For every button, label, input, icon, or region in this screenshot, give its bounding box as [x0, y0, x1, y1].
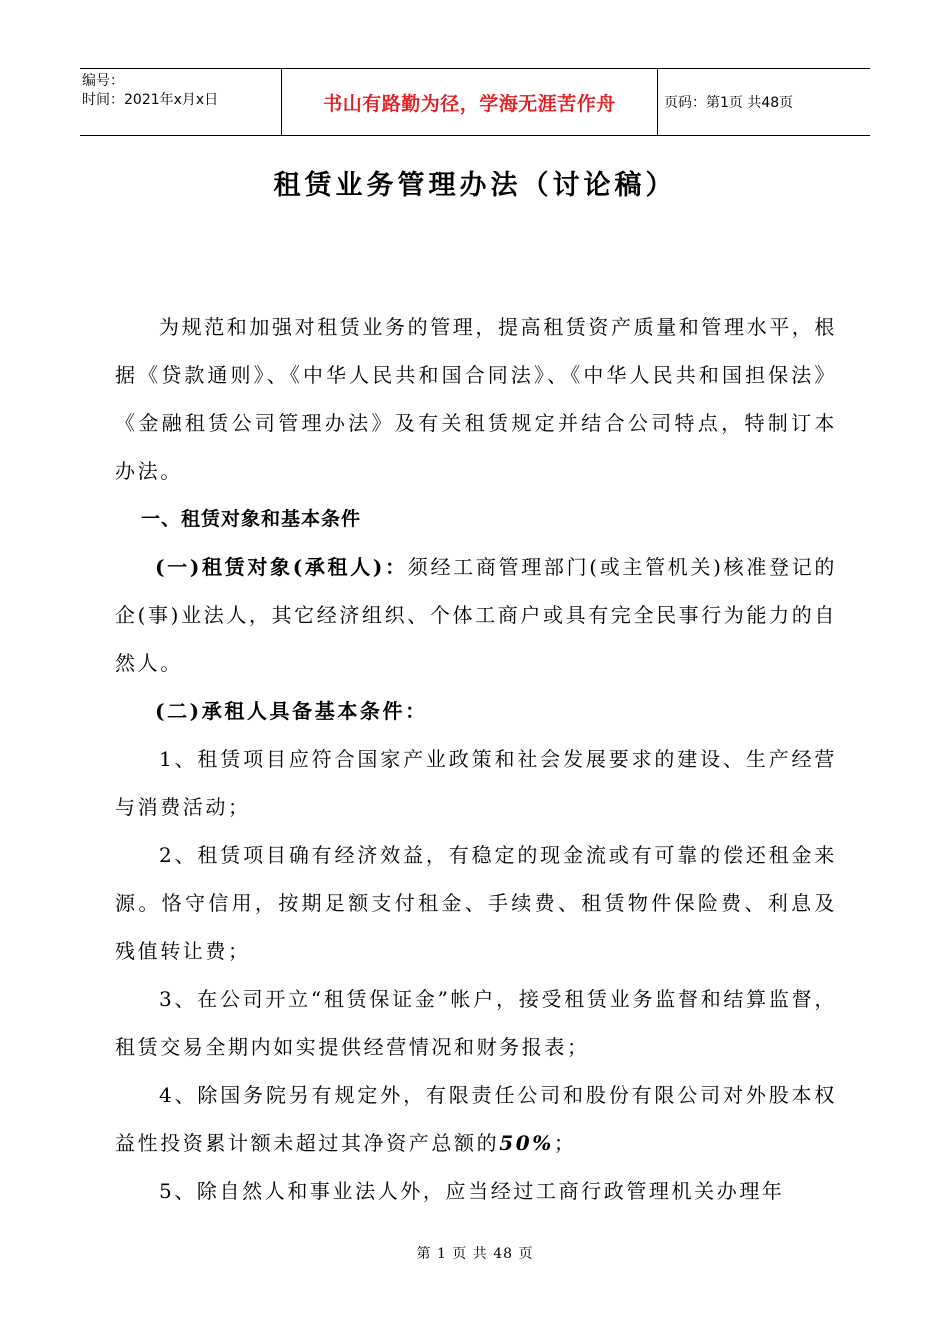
document-body	[115, 303, 837, 1215]
condition-4-percent: 50%	[499, 1131, 554, 1155]
item-1-text: 须经工商管理部门(或主管机关)核准登记的企(事)业法人，其它经济组织、个体工商户或具有完全民事行为能力的自然人。	[115, 555, 837, 675]
condition-4-text: 4、除国务院另有规定外，有限责任公司和股份有限公司对外股本权益性投资累计额未超过其净资产总额的	[115, 1083, 837, 1155]
document-header	[80, 68, 870, 136]
page-footer: 第 1 页 共 48 页	[416, 1246, 534, 1262]
section-heading-1: 一、租赁对象和基本条件	[141, 508, 362, 530]
condition-2: 2、租赁项目确有经济效益，有稳定的现金流或有可靠的偿还租金来源。恪守信用，按期足额支付租金、手续费、租赁物件保险费、利息及残值转让费；	[115, 843, 837, 963]
code-label: 编号：	[82, 73, 124, 89]
condition-3: 3、在公司开立“租赁保证金”帐户，接受租赁业务监督和结算监督，租赁交易全期内如实提供经营情况和财务报表；	[115, 987, 837, 1059]
document-title: 租赁业务管理办法（讨论稿）	[273, 170, 677, 201]
header-meta-cell	[80, 69, 282, 135]
intro-paragraph: 为规范和加强对租赁业务的管理，提高租赁资产质量和管理水平，根据《贷款通则》、《中华人民共和国合同法》、《中华人民共和国担保法》《金融租赁公司管理办法》及有关租赁规定并结合公司特点，特制订本办法。	[115, 315, 837, 483]
item-1-heading: (一)租赁对象(承租人)：	[155, 555, 408, 579]
condition-5: 5、除自然人和事业法人外，应当经过工商行政管理机关办理年	[159, 1179, 785, 1203]
header-page-info: 页码：第1页 共48页	[664, 95, 794, 111]
header-motto: 书山有路勤为径，学海无涯苦作舟	[282, 69, 658, 135]
date-line: 时间：2021年x月x日	[82, 92, 219, 108]
item-1-paragraph	[115, 543, 837, 687]
condition-4	[115, 1071, 837, 1167]
condition-1: 1、租赁项目应符合国家产业政策和社会发展要求的建设、生产经营与消费活动；	[115, 747, 837, 819]
item-2-heading: (二)承租人具备基本条件：	[155, 699, 428, 723]
condition-4-end: ；	[553, 1131, 577, 1155]
